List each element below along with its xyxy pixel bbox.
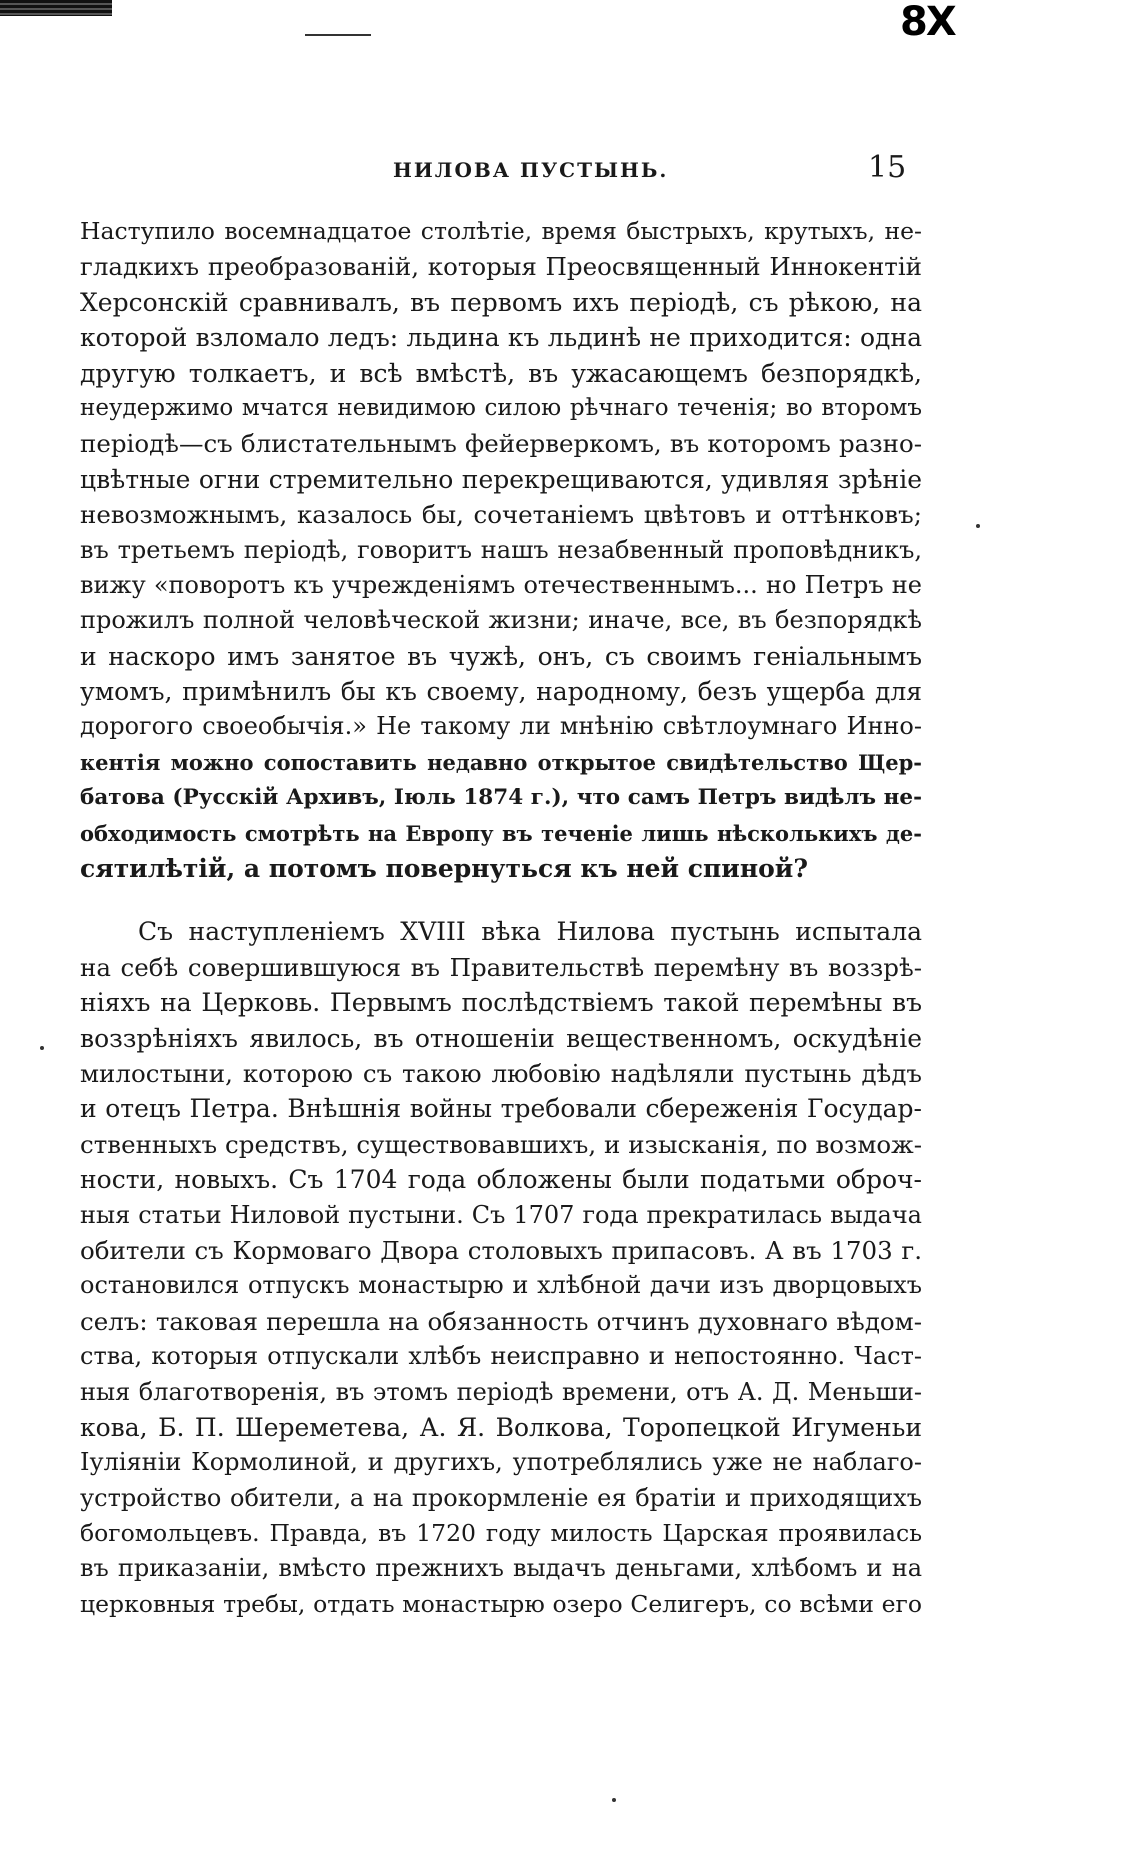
scan-speck: [612, 1798, 616, 1802]
text-line: устройство обители, а на прокормленіе ея братіи и приходящихъ: [80, 1483, 922, 1512]
text-line: въ третьемъ періодѣ, говоритъ нашъ незабвенный проповѣдникъ,: [80, 535, 922, 564]
paragraph-gap: [80, 886, 922, 914]
text-line: вижу «поворотъ къ учрежденіямъ отечественнымъ... но Петръ не: [80, 570, 922, 599]
text-line: сятилѣтій, а потомъ повернуться къ ней спиной?: [80, 854, 809, 884]
text-line: селъ: таковая перешла на обязанность отчинъ духовнаго вѣдом-: [80, 1306, 922, 1336]
text-line: Іуліяніи Кормолиной, и другихъ, употреблялись уже не наблаго-: [80, 1448, 922, 1477]
text-line: богомольцевъ. Правда, въ 1720 году милость Царская проявилась: [80, 1519, 922, 1548]
text-line: остановился отпускъ монастырю и хлѣбной дачи изъ дворцовыхъ: [80, 1271, 922, 1300]
text-line: которой взломало ледъ: льдина къ льдинѣ не приходится: одна: [80, 323, 922, 353]
page-number: 15: [868, 150, 907, 185]
text-line: обходимость смотрѣть на Европу въ теченіе лишь нѣсколькихъ де-: [80, 820, 922, 846]
text-line: ныя благотворенія, въ этомъ періодѣ времени, отъ А. Д. Меньши-: [80, 1377, 922, 1406]
text-line: воззрѣніяхъ явилось, въ отношеніи вещественномъ, оскудѣніе: [80, 1023, 922, 1053]
text-line: неудержимо мчатся невидимою силою рѣчнаго теченія; во второмъ: [80, 394, 922, 421]
text-line: ности, новыхъ. Съ 1704 года обложены были податьми оброч-: [80, 1165, 922, 1195]
text-line: милостыни, которою съ такою любовію надѣляли пустынь дѣдъ: [80, 1058, 922, 1088]
text-line: батова (Русскій Архивъ, Іюль 1874 г.), что самъ Петръ видѣлъ не-: [80, 785, 922, 811]
text-line: обители съ Кормоваго Двора столовыхъ припасовъ. А въ 1703 г.: [80, 1235, 922, 1265]
scan-speck: [976, 524, 980, 528]
text-line: на себѣ совершившуюся въ Правительствѣ перемѣну въ воззрѣ-: [80, 952, 922, 982]
scan-dash-mark: [305, 34, 371, 36]
scan-speck: [40, 1046, 44, 1050]
text-line: ства, которыя отпускали хлѣбъ неисправно и непостоянно. Част-: [80, 1342, 922, 1371]
text-line: Наступило восемнадцатое столѣтіе, время быстрыхъ, крутыхъ, не-: [80, 217, 922, 245]
paragraph-2: [80, 914, 922, 1622]
scan-edge-mark: [0, 0, 112, 16]
text-line: цвѣтные огни стремительно перекрещиваются, удивляя зрѣніе: [80, 464, 922, 494]
text-line: церковныя требы, отдать монастырю озеро Селигеръ, со всѣми его: [80, 1589, 922, 1618]
text-line: умомъ, примѣнилъ бы къ своему, народному, безъ ущерба для: [80, 677, 922, 707]
text-line: ніяхъ на Церковь. Первымъ послѣдствіемъ такой перемѣны въ: [80, 988, 922, 1018]
text-line: гладкихъ преобразованій, которыя Преосвященный Иннокентій: [80, 252, 922, 282]
text-line: періодѣ—съ блистательнымъ фейерверкомъ, въ которомъ разно-: [80, 429, 922, 459]
text-line: ственныхъ средствъ, существовавшихъ, и изысканія, по возмож-: [80, 1129, 922, 1159]
text-line: Съ наступленіемъ XVIII вѣка Нилова пустынь испытала: [138, 917, 922, 947]
text-line: и отецъ Петра. Внѣшнія войны требовали сбереженія Государ-: [80, 1094, 922, 1124]
text-line: прожилъ полной человѣческой жизни; иначе, все, въ безпорядкѣ: [80, 606, 922, 635]
text-block: [80, 214, 922, 1622]
text-line: кентія можно сопоставить недавно открытое свидѣтельство Щер-: [80, 749, 922, 775]
text-line: въ приказаніи, вмѣсто прежнихъ выдачъ деньгами, хлѣбомъ и на: [80, 1554, 922, 1583]
text-line: невозможнымъ, казалось бы, сочетаніемъ цвѣтовъ и оттѣнковъ;: [80, 500, 922, 530]
scan-corner-mark: 8X: [900, 0, 955, 45]
text-line: Херсонскій сравнивалъ, въ первомъ ихъ періодѣ, съ рѣкою, на: [80, 287, 922, 317]
text-line: кова, Б. П. Шереметева, А. Я. Волкова, Торопецкой Игуменьи: [80, 1412, 922, 1442]
text-line: ныя статьи Ниловой пустыни. Съ 1707 года прекратилась выдача: [80, 1200, 922, 1229]
text-line: дорогого своеобычія.» Не такому ли мнѣнію свѣтлоумнаго Инно-: [80, 712, 922, 741]
text-line: и наскоро имъ занятое въ чужѣ, онъ, съ своимъ геніальнымъ: [80, 641, 922, 671]
paragraph-1: [80, 214, 922, 886]
running-head: НИЛОВА ПУСТЫНЬ.: [393, 158, 669, 182]
text-line: другую толкаетъ, и всѣ вмѣстѣ, въ ужасающемъ безпорядкѣ,: [80, 358, 922, 388]
